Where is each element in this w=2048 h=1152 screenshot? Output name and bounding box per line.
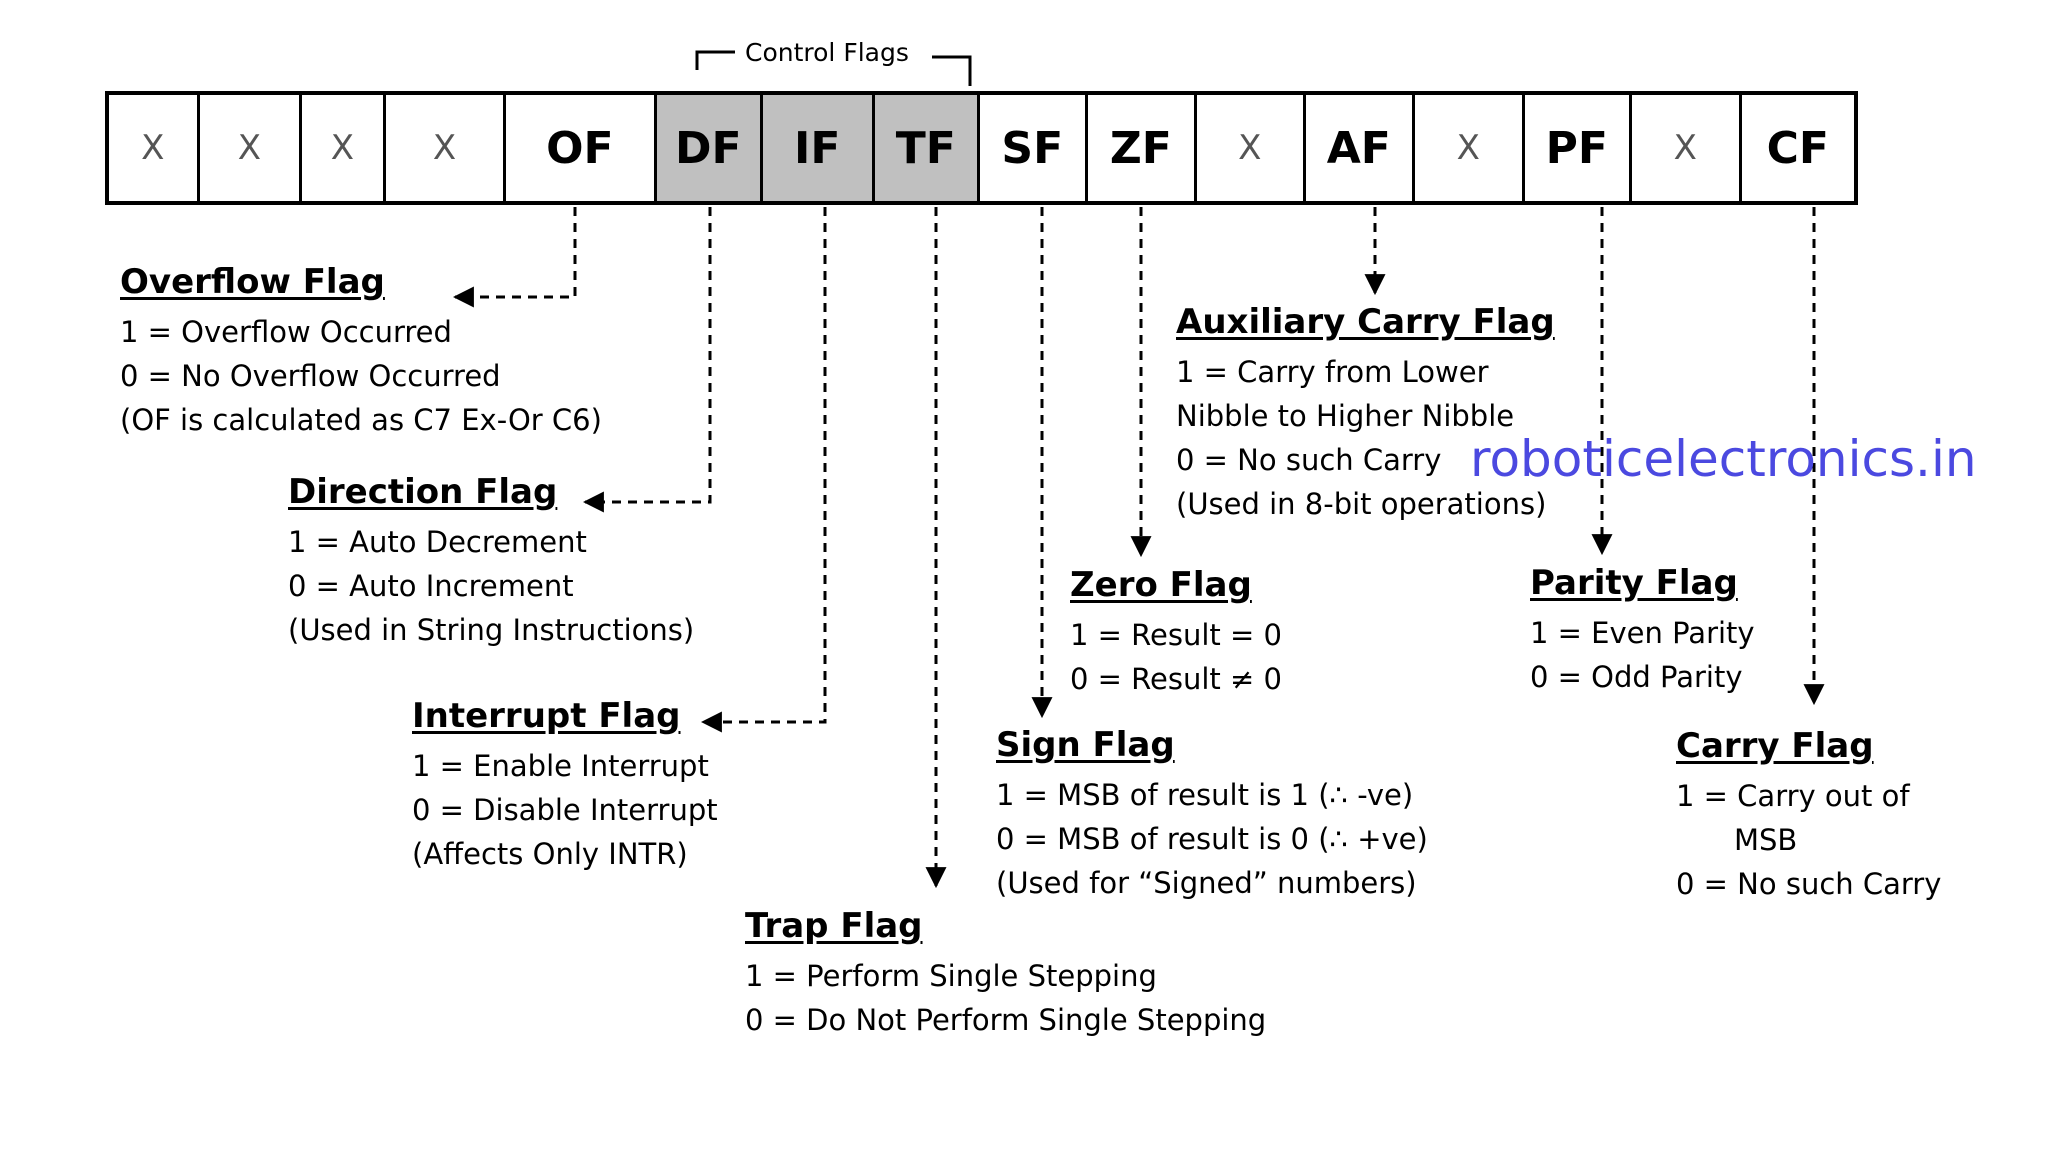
flag-line: 0 = Auto Increment: [288, 569, 574, 603]
flag-line: 0 = Result ≠ 0: [1070, 662, 1282, 696]
connector-if: [703, 207, 825, 722]
register-cell: DF: [657, 95, 764, 201]
register-cell: X: [200, 95, 303, 201]
control-flags-label: Control Flags: [745, 38, 909, 67]
register-cell: PF: [1525, 95, 1633, 201]
flag-line: 1 = Carry out of: [1676, 779, 1910, 813]
connector-df: [585, 207, 710, 502]
flag-line: (Affects Only INTR): [412, 837, 688, 871]
flag-line: 0 = Odd Parity: [1530, 660, 1743, 694]
carry-flag-title: Carry Flag: [1676, 726, 1874, 766]
flag-line: 1 = Carry from Lower: [1176, 355, 1489, 389]
flag-line: 0 = Disable Interrupt: [412, 793, 718, 827]
trap-flag-block: [745, 906, 1266, 1042]
interrupt-flag-title: Interrupt Flag: [412, 696, 681, 736]
register-cell: X: [386, 95, 506, 201]
register-cell: X: [1197, 95, 1306, 201]
zero-flag-title: Zero Flag: [1070, 565, 1252, 605]
flag-line: (OF is calculated as C7 Ex-Or C6): [120, 403, 602, 437]
sign-flag-title: Sign Flag: [996, 725, 1175, 765]
auxiliary-carry-flag-title: Auxiliary Carry Flag: [1176, 302, 1555, 342]
parity-flag-block: [1530, 563, 1755, 699]
flag-line: (Used for “Signed” numbers): [996, 866, 1417, 900]
direction-flag-block: [288, 472, 694, 652]
control-flags-bracket-right: [932, 57, 970, 86]
register-cell: X: [1415, 95, 1525, 201]
zero-flag-block: [1070, 565, 1282, 701]
flag-line: 0 = Do Not Perform Single Stepping: [745, 1003, 1267, 1037]
watermark-text: roboticelectronics.in: [1470, 430, 1977, 488]
register-cell: TF: [875, 95, 981, 201]
flag-line: (Used in String Instructions): [288, 613, 695, 647]
carry-flag-block: [1676, 726, 1941, 906]
flag-line: 1 = MSB of result is 1 (∴ -ve): [996, 778, 1414, 812]
register-cell: AF: [1306, 95, 1416, 201]
register-cell: X: [302, 95, 386, 201]
flag-line: 1 = Enable Interrupt: [412, 749, 709, 783]
flag-line: 0 = No such Carry: [1176, 443, 1442, 477]
flag-line: 0 = No such Carry: [1676, 867, 1942, 901]
overflow-flag-block: [120, 262, 602, 442]
register-cell: ZF: [1088, 95, 1198, 201]
flag-line: 1 = Auto Decrement: [288, 525, 587, 559]
register-cell: X: [1632, 95, 1742, 201]
flag-line: 1 = Perform Single Stepping: [745, 959, 1157, 993]
parity-flag-title: Parity Flag: [1530, 563, 1738, 603]
register-cell: X: [109, 95, 200, 201]
flag-line: 1 = Result = 0: [1070, 618, 1282, 652]
register-cell: OF: [506, 95, 656, 201]
flag-line: MSB: [1734, 823, 1798, 857]
overflow-flag-title: Overflow Flag: [120, 262, 385, 302]
flag-line: (Used in 8-bit operations): [1176, 487, 1547, 521]
sign-flag-block: [996, 725, 1428, 905]
register-cell: CF: [1766, 122, 1829, 174]
direction-flag-title: Direction Flag: [288, 472, 558, 512]
flag-register: [105, 91, 1858, 205]
flag-line: 0 = MSB of result is 0 (∴ +ve): [996, 822, 1428, 856]
flag-line: Nibble to Higher Nibble: [1176, 399, 1515, 433]
flag-line: 1 = Overflow Occurred: [120, 315, 452, 349]
auxiliary-carry-flag-block: [1176, 302, 1555, 526]
register-cell: SF: [980, 95, 1088, 201]
flag-line: 1 = Even Parity: [1530, 616, 1755, 650]
trap-flag-title: Trap Flag: [745, 906, 923, 946]
flag-line: 0 = No Overflow Occurred: [120, 359, 501, 393]
register-cell: IF: [763, 95, 874, 201]
interrupt-flag-block: [412, 696, 718, 876]
control-flags-bracket: [697, 52, 735, 70]
